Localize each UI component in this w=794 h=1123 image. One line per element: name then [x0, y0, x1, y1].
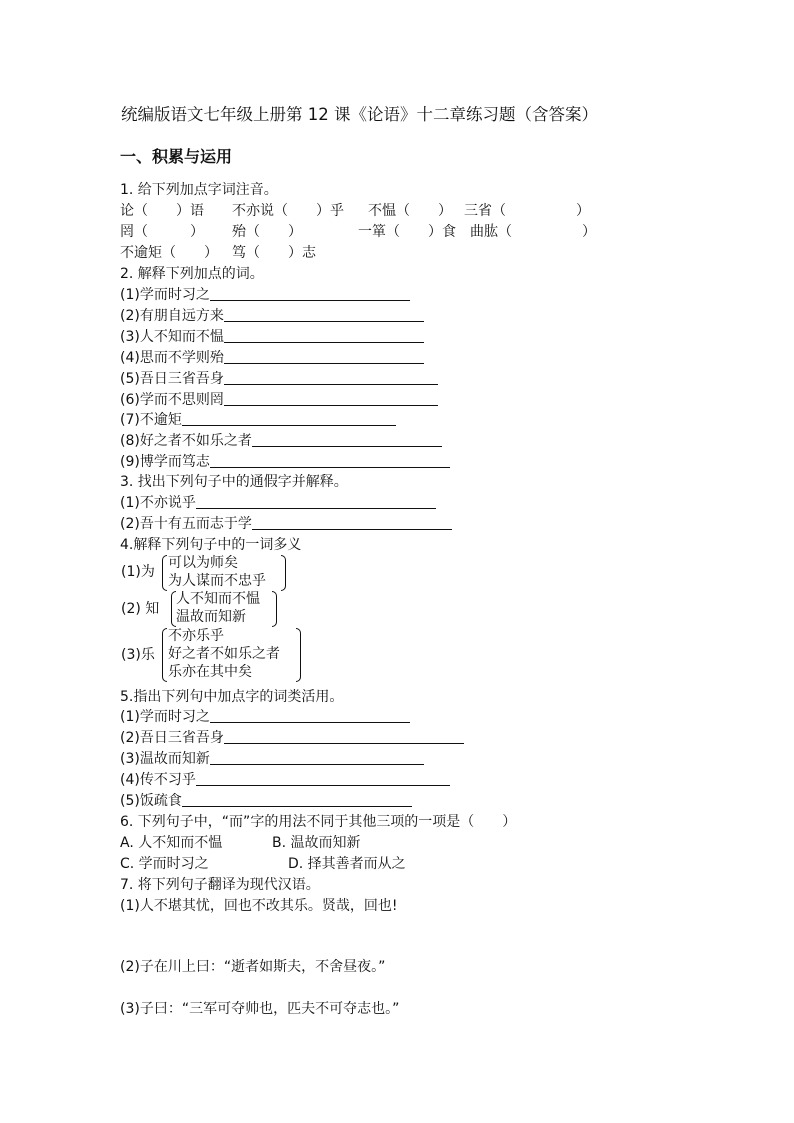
- q1-item: 不逾矩（ ）: [120, 245, 218, 261]
- q5-item: (4)传不习乎: [120, 771, 450, 789]
- q1-item: 论（ ）语: [120, 203, 204, 219]
- q1-item: 笃（ ）志: [232, 245, 316, 261]
- q2-item: (7)不逾矩: [120, 411, 396, 429]
- right-brace-icon: [281, 555, 286, 591]
- q1-item: 罔（ ）: [120, 224, 204, 240]
- q2-item: (8)好之者不如乐之者: [120, 432, 442, 450]
- q2-item: (5)吾日三省吾身: [120, 370, 438, 388]
- polysemy-example: 可以为师矣: [168, 555, 238, 571]
- question-4-stem: 4.解释下列句子中的一词多义: [120, 537, 302, 553]
- section-heading: 一、积累与运用: [120, 147, 233, 166]
- q3-item: (1)不亦说乎: [120, 494, 436, 512]
- q5-item: (1)学而时习之: [120, 708, 410, 726]
- left-brace-icon: [162, 555, 167, 591]
- q2-item: (9)博学而笃志: [120, 453, 450, 471]
- right-brace-icon: [272, 591, 277, 627]
- polysemy-label: (2) 知: [121, 601, 160, 617]
- q2-item: (2)有朋自远方来: [120, 307, 424, 325]
- polysemy-example: 人不知而不愠: [176, 591, 260, 607]
- polysemy-example: 温故而知新: [176, 609, 246, 625]
- question-1-stem: 1. 给下列加点字词注音。: [120, 182, 278, 198]
- q5-item: (5)饭疏食: [120, 792, 412, 810]
- q5-item: (3)温故而知新: [120, 750, 424, 768]
- q5-item: (2)吾日三省吾身: [120, 729, 464, 747]
- option-d: D. 择其善者而从之: [288, 856, 406, 872]
- q2-item: (6)学而不思则罔: [120, 391, 438, 409]
- polysemy-label: (3)乐: [121, 647, 155, 663]
- option-b: B. 温故而知新: [272, 835, 361, 851]
- right-brace-icon: [296, 628, 301, 682]
- q2-item: (4)思而不学则殆: [120, 349, 424, 367]
- polysemy-label: (1)为: [121, 564, 155, 580]
- polysemy-example: 乐亦在其中矣: [168, 664, 252, 680]
- q1-item: 殆（ ）: [232, 224, 302, 240]
- option-a: A. 人不知而不愠: [120, 835, 223, 851]
- q1-item: 曲肱（ ）: [470, 224, 596, 240]
- left-brace-icon: [162, 628, 167, 682]
- question-3-stem: 3. 找出下列句子中的通假字并解释。: [120, 474, 348, 490]
- polysemy-example: 为人谋而不忠乎: [168, 573, 266, 589]
- polysemy-example: 不亦乐乎: [168, 628, 224, 644]
- q1-item: 不愠（ ）: [368, 203, 452, 219]
- q1-item: 不亦说（ ）乎: [232, 203, 344, 219]
- option-c: C. 学而时习之: [120, 856, 209, 872]
- question-7-stem: 7. 将下列句子翻译为现代汉语。: [120, 877, 320, 893]
- document-title: 统编版语文七年级上册第 12 课《论语》十二章练习题（含答案）: [121, 105, 598, 124]
- q2-item: (3)人不知而不愠: [120, 328, 424, 346]
- q3-item: (2)吾十有五而志于学: [120, 515, 452, 533]
- q7-item: (2)子在川上曰：“逝者如斯夫，不舍昼夜。”: [120, 959, 386, 975]
- q1-item: 一箪（ ）食: [358, 224, 456, 240]
- q1-item: 三省（ ）: [464, 203, 590, 219]
- q7-item: (3)子曰：“三军可夺帅也，匹夫不可夺志也。”: [120, 1001, 400, 1017]
- question-6-stem: 6. 下列句子中，“而”字的用法不同于其他三项的一项是（ ）: [120, 814, 517, 830]
- q2-item: (1)学而时习之: [120, 286, 410, 304]
- question-2-stem: 2. 解释下列加点的词。: [120, 266, 264, 282]
- polysemy-example: 好之者不如乐之者: [168, 646, 280, 662]
- question-5-stem: 5.指出下列句中加点字的词类活用。: [120, 689, 344, 705]
- q7-item: (1)人不堪其忧，回也不改其乐。贤哉，回也!: [120, 898, 398, 914]
